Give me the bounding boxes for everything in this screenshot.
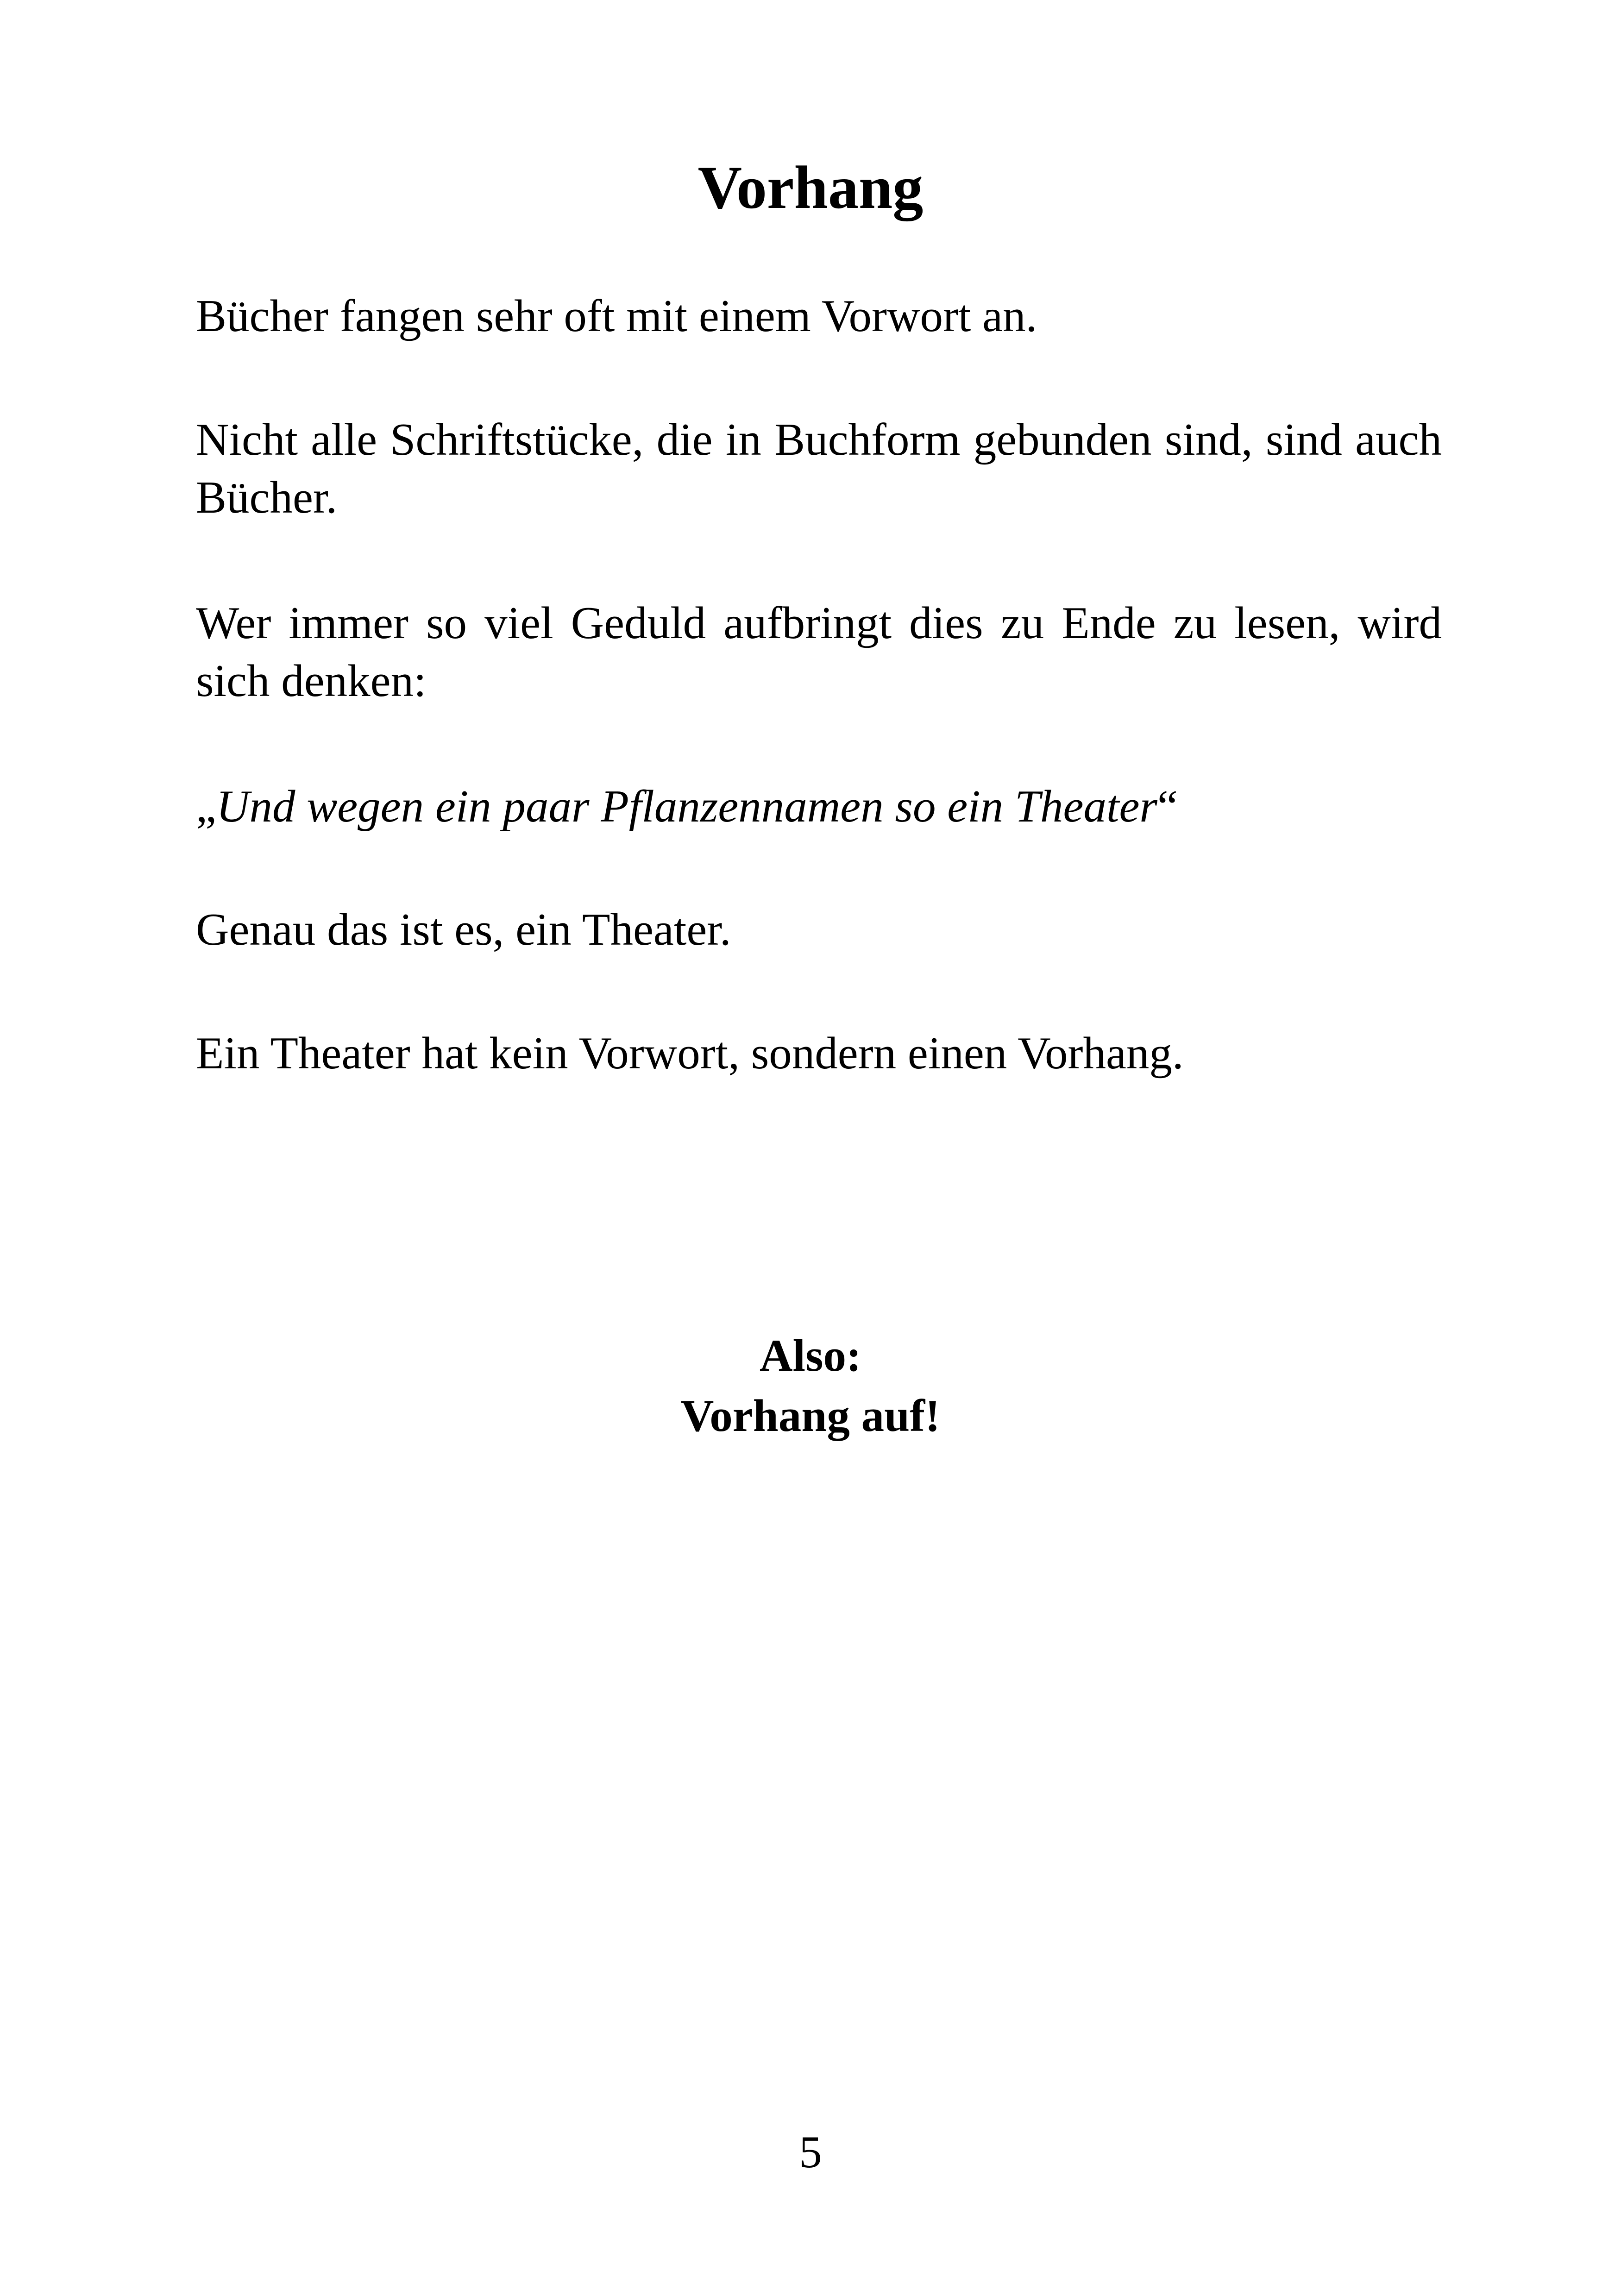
quote-close-mark: “ [1157, 781, 1178, 832]
body-paragraph: Nicht alle Schriftstücke, die in Buchform gebunden sind, sind auch Bücher. [196, 414, 1442, 523]
page-title: Vorhang [697, 153, 924, 221]
body-paragraph: Wer immer so viel Geduld aufbringt dies zu Ende zu lesen, wird sich denken: [196, 598, 1442, 706]
closing-line-1: Also: [760, 1330, 861, 1381]
body-paragraph: Bücher fangen sehr oft mit einem Vorwort an. [196, 291, 1037, 341]
quote-paragraph [196, 778, 1442, 835]
page-number: 5 [799, 2127, 822, 2177]
body-paragraph: Genau das ist es, ein Theater. [196, 904, 731, 955]
quote-text: Und wegen ein paar Pflanzennamen so ein Theater [216, 781, 1157, 832]
body-paragraph: Ein Theater hat kein Vorwort, sondern einen Vorhang. [196, 1028, 1184, 1079]
quote-open-mark: „ [196, 781, 216, 832]
closing-line-2: Vorhang auf! [680, 1391, 941, 1441]
